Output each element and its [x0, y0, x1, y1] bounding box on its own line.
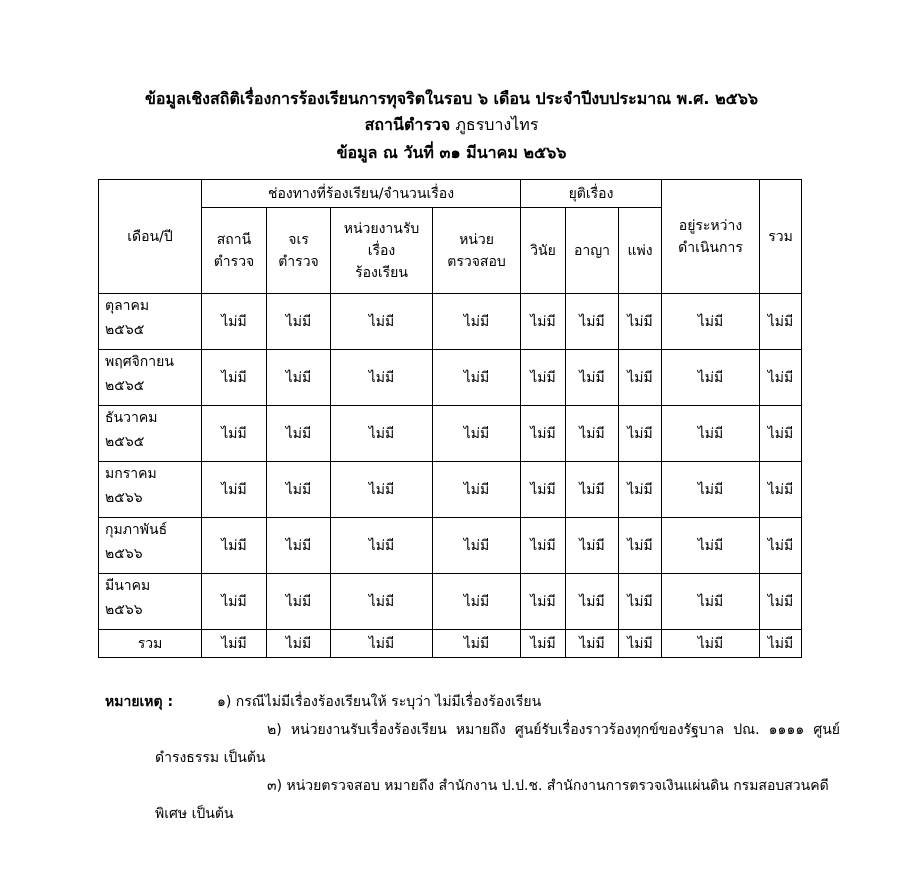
value-cell: ไม่มี: [760, 462, 802, 518]
as-of-date: ข้อมูล ณ วันที่ ๓๑ มีนาคม ๒๕๖๖: [336, 143, 567, 162]
value-cell: ไม่มี: [521, 574, 566, 630]
value-cell: ไม่มี: [566, 294, 619, 350]
value-cell: ไม่มี: [267, 574, 331, 630]
value-cell: ไม่มี: [521, 294, 566, 350]
header-pending: อยู่ระหว่าง ดำเนินการ: [662, 180, 760, 294]
month-cell: กุมภาพันธ์ ๒๕๖๖: [99, 518, 202, 574]
header-civil: แพ่ง: [619, 208, 662, 294]
value-cell: ไม่มี: [619, 294, 662, 350]
value-cell: ไม่มี: [202, 518, 267, 574]
table-row: [99, 406, 802, 462]
value-cell: ไม่มี: [331, 518, 433, 574]
value-cell: ไม่มี: [267, 350, 331, 406]
total-row: [99, 630, 802, 658]
value-cell: ไม่มี: [760, 518, 802, 574]
complaint-statistics-table: [98, 179, 802, 658]
value-cell: ไม่มี: [662, 462, 760, 518]
total-cell: ไม่มี: [521, 630, 566, 658]
month-cell: พฤศจิกายน ๒๕๖๕: [99, 350, 202, 406]
value-cell: ไม่มี: [433, 518, 521, 574]
value-cell: ไม่มี: [619, 406, 662, 462]
header-receiving-agency: หน่วยงานรับ เรื่อง ร้องเรียน: [331, 208, 433, 294]
value-cell: ไม่มี: [331, 462, 433, 518]
value-cell: ไม่มี: [619, 350, 662, 406]
total-cell: ไม่มี: [662, 630, 760, 658]
station-name: ภูธรบางไทร: [455, 115, 539, 134]
notes-heading: หมายเหตุ :: [105, 694, 174, 710]
value-cell: ไม่มี: [521, 518, 566, 574]
value-cell: ไม่มี: [619, 462, 662, 518]
value-cell: ไม่มี: [331, 294, 433, 350]
value-cell: ไม่มี: [202, 406, 267, 462]
value-cell: ไม่มี: [619, 574, 662, 630]
total-cell: ไม่มี: [619, 630, 662, 658]
header-total: รวม: [760, 180, 802, 294]
value-cell: ไม่มี: [662, 518, 760, 574]
value-cell: ไม่มี: [662, 574, 760, 630]
value-cell: ไม่มี: [566, 518, 619, 574]
station-line: [0, 114, 903, 136]
value-cell: ไม่มี: [433, 406, 521, 462]
header-criminal: อาญา: [566, 208, 619, 294]
value-cell: ไม่มี: [662, 406, 760, 462]
table-row: [99, 574, 802, 630]
value-cell: ไม่มี: [760, 406, 802, 462]
header-closed: ยุติเรื่อง: [521, 180, 662, 208]
table-row: [99, 518, 802, 574]
value-cell: ไม่มี: [521, 462, 566, 518]
value-cell: ไม่มี: [267, 518, 331, 574]
value-cell: ไม่มี: [202, 350, 267, 406]
value-cell: ไม่มี: [662, 350, 760, 406]
value-cell: ไม่มี: [521, 350, 566, 406]
value-cell: ไม่มี: [202, 462, 267, 518]
month-cell: ธันวาคม ๒๕๖๕: [99, 406, 202, 462]
value-cell: ไม่มี: [433, 294, 521, 350]
value-cell: ไม่มี: [331, 350, 433, 406]
value-cell: ไม่มี: [662, 294, 760, 350]
value-cell: ไม่มี: [566, 350, 619, 406]
document-title: ข้อมูลเชิงสถิติเรื่องการร้องเรียนการทุจริตในรอบ ๖ เดือน ประจำปีงบประมาณ พ.ศ. ๒๕๖๖: [144, 89, 759, 108]
header-audit-agency: หน่วย ตรวจสอบ: [433, 208, 521, 294]
value-cell: ไม่มี: [760, 574, 802, 630]
month-cell: มกราคม ๒๕๖๖: [99, 462, 202, 518]
value-cell: ไม่มี: [760, 350, 802, 406]
header-police-inspector: จเร ตำรวจ: [267, 208, 331, 294]
table-row: [99, 462, 802, 518]
header-police-station: สถานี ตำรวจ: [202, 208, 267, 294]
value-cell: ไม่มี: [760, 294, 802, 350]
total-cell: ไม่มี: [566, 630, 619, 658]
value-cell: ไม่มี: [433, 350, 521, 406]
month-cell: มีนาคม ๒๕๖๖: [99, 574, 202, 630]
value-cell: ไม่มี: [433, 462, 521, 518]
value-cell: ไม่มี: [331, 574, 433, 630]
value-cell: ไม่มี: [267, 406, 331, 462]
header-channels: ช่องทางที่ร้องเรียน/จำนวนเรื่อง: [202, 180, 521, 208]
value-cell: ไม่มี: [202, 294, 267, 350]
note-item-3: ๓) หน่วยตรวจสอบ หมายถึง สำนักงาน ป.ป.ช. สำนักงานการตรวจเงินแผ่นดิน กรมสอบสวนคดีพิเศษ เป็นต้น: [155, 778, 829, 822]
station-label: สถานีตำรวจ: [364, 115, 451, 134]
value-cell: ไม่มี: [566, 462, 619, 518]
value-cell: ไม่มี: [202, 574, 267, 630]
total-cell: ไม่มี: [331, 630, 433, 658]
total-label: รวม: [99, 630, 202, 658]
total-cell: ไม่มี: [433, 630, 521, 658]
table-row: [99, 350, 802, 406]
value-cell: ไม่มี: [267, 462, 331, 518]
note-item-2: ๒) หน่วยงานรับเรื่องร้องเรียน หมายถึง ศูนย์รับเรื่องราวร้องทุกข์ของรัฐบาล ปณ. ๑๑๑๑ ศูนย์ดำรงธรรม เป็นต้น: [155, 722, 840, 766]
value-cell: ไม่มี: [267, 294, 331, 350]
table-row: [99, 294, 802, 350]
notes: [105, 688, 840, 828]
header-discipline: วินัย: [521, 208, 566, 294]
value-cell: ไม่มี: [566, 406, 619, 462]
total-cell: ไม่มี: [760, 630, 802, 658]
value-cell: ไม่มี: [566, 574, 619, 630]
month-cell: ตุลาคม ๒๕๖๕: [99, 294, 202, 350]
value-cell: ไม่มี: [619, 518, 662, 574]
value-cell: ไม่มี: [331, 406, 433, 462]
total-cell: ไม่มี: [267, 630, 331, 658]
value-cell: ไม่มี: [521, 406, 566, 462]
value-cell: ไม่มี: [433, 574, 521, 630]
header-month: เดือน/ปี: [99, 180, 202, 294]
note-item-1: หมายเหตุ : ๑) กรณีไม่มีเรื่องร้องเรียนให้ ระบุว่า ไม่มีเรื่องร้องเรียน: [105, 688, 840, 716]
total-cell: ไม่มี: [202, 630, 267, 658]
